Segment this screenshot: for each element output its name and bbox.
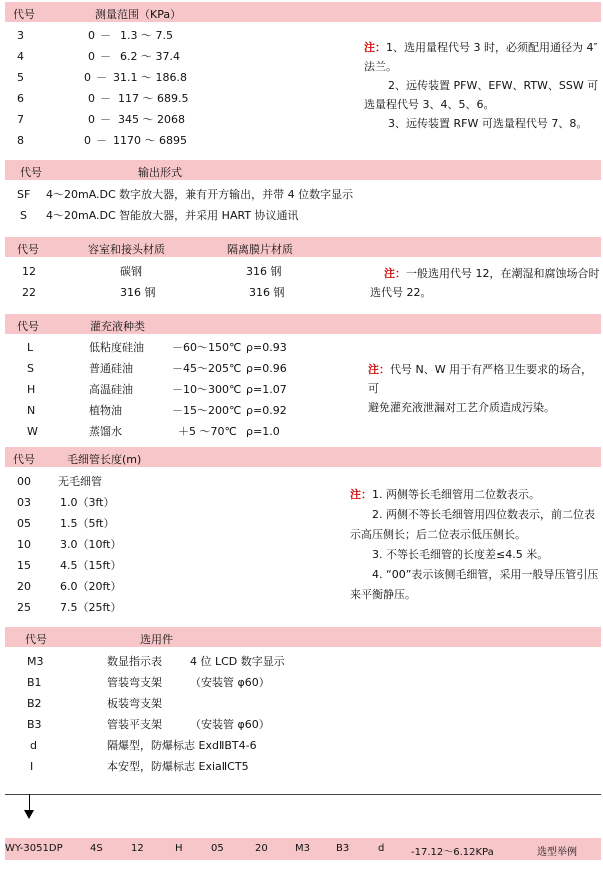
- note-line: 避免灌充液泄漏对工艺介质造成污染。: [368, 401, 555, 414]
- fill-code: H: [27, 383, 36, 396]
- capillary-len: 4.5（15ft）: [60, 559, 122, 572]
- range-sep: －: [96, 134, 107, 147]
- capillary-code: 03: [17, 496, 31, 509]
- output-desc: 4～20mA.DC 智能放大器，并采用 HART 协议通讯: [46, 209, 299, 222]
- capillary-header-code: 代号: [13, 453, 35, 466]
- range-max: 345 ～ 2068: [118, 113, 185, 126]
- fill-temp: －45～205℃: [172, 362, 242, 375]
- model-part: B3: [336, 843, 350, 854]
- capillary-code: 05: [17, 517, 31, 530]
- note-label: 注：: [368, 363, 390, 376]
- note-label: 注：: [364, 41, 386, 54]
- capillary-note: [350, 485, 602, 605]
- range-note: [364, 38, 602, 133]
- range-code: 6: [17, 92, 24, 105]
- capillary-code: 25: [17, 601, 31, 614]
- option-code: I: [30, 760, 34, 773]
- range-code: 7: [17, 113, 24, 126]
- capillary-len: 3.0（10ft）: [60, 538, 122, 551]
- output-desc: 4～20mA.DC 数字放大器，兼有开方输出，并带 4 位数字显示: [46, 188, 354, 201]
- fill-code: N: [27, 404, 36, 417]
- option-name: 数显指示表: [107, 655, 162, 668]
- option-code: M3: [27, 655, 44, 668]
- range-min: 0: [88, 29, 95, 42]
- range-min: 0: [84, 71, 91, 84]
- fill-temp: ＋5 ～70℃: [178, 425, 237, 438]
- fill-name: 蒸馏水: [89, 425, 122, 438]
- model-example-bar: [5, 838, 601, 860]
- option-name: 管装弯支架: [107, 676, 162, 689]
- range-header-code: 代号: [13, 8, 35, 21]
- range-max: 1.3 ～ 7.5: [120, 29, 173, 42]
- fill-code: S: [27, 362, 34, 375]
- range-header: [5, 2, 601, 22]
- material-code: 12: [22, 265, 36, 278]
- note-label: 注：: [350, 488, 372, 501]
- range-header-title: 测量范围（KPa）: [95, 8, 182, 21]
- model-part: H: [175, 843, 183, 854]
- capillary-header-title: 毛细管长度(m): [67, 453, 142, 466]
- model-part: 20: [255, 843, 268, 854]
- material-header: [5, 237, 601, 257]
- capillary-len: 1.0（3ft）: [60, 496, 115, 509]
- model-part: M3: [295, 843, 310, 854]
- range-code: 4: [17, 50, 24, 63]
- down-arrow-icon: [24, 810, 34, 819]
- model-part: 05: [211, 843, 224, 854]
- option-name: 本安型，防爆标志 ExiaⅡCT5: [107, 760, 249, 773]
- range-max: 6.2 ～ 37.4: [120, 50, 180, 63]
- model-part: 选型举例: [537, 847, 577, 858]
- fill-name: 高温硅油: [89, 383, 133, 396]
- material-header-col1: 容室和接头材质: [88, 243, 165, 256]
- capillary-code: 00: [17, 475, 31, 488]
- range-code: 5: [17, 71, 24, 84]
- model-part: WY-3051DP: [5, 843, 63, 854]
- fill-rho: ρ=1.0: [246, 425, 280, 438]
- option-name: 板装弯支架: [107, 697, 162, 710]
- fill-name: 普通硅油: [89, 362, 133, 375]
- note-line: 3. 不等长毛细管的长度差≤4.5 米。: [372, 548, 549, 561]
- material-header-code: 代号: [17, 243, 39, 256]
- capillary-code: 20: [17, 580, 31, 593]
- options-header-code: 代号: [25, 633, 47, 646]
- capillary-len: 7.5（25ft）: [60, 601, 122, 614]
- fill-name: 低粘度硅油: [89, 341, 144, 354]
- model-part: d: [378, 843, 385, 854]
- material-m1: 碳钢: [120, 265, 142, 278]
- note-label: 注：: [384, 267, 406, 280]
- capillary-len: 6.0（20ft）: [60, 580, 122, 593]
- fill-rho: ρ=0.96: [246, 362, 287, 375]
- note-line: 代号 N、W 用于有严格卫生要求的场合，可: [368, 363, 593, 395]
- material-m2: 316 钢: [246, 265, 282, 278]
- range-min: 0: [88, 92, 95, 105]
- fill-rho: ρ=0.93: [246, 341, 287, 354]
- fill-header-code: 代号: [17, 320, 39, 333]
- output-code: S: [20, 209, 27, 222]
- option-code: B3: [27, 718, 42, 731]
- option-extra: 4 位 LCD 数字显示: [190, 655, 285, 668]
- range-max: 1170 ～ 6895: [113, 134, 187, 147]
- range-min: 0: [88, 113, 95, 126]
- fill-temp: －60～150℃: [172, 341, 242, 354]
- capillary-len: 1.5（5ft）: [60, 517, 115, 530]
- option-extra: （安装管 φ60）: [190, 718, 270, 731]
- model-part: -17.12～6.12KPa: [411, 847, 494, 858]
- note-line: 1、选用量程代号 3 时，必须配用通径为 4″法兰。: [364, 41, 598, 73]
- range-sep: －: [100, 29, 111, 42]
- material-note: [370, 264, 602, 302]
- model-part: 4S: [90, 843, 103, 854]
- fill-temp: －15～200℃: [172, 404, 242, 417]
- fill-name: 植物油: [89, 404, 122, 417]
- note-line: 4. “00”表示该侧毛细管，采用一般导压管引压来平衡静压。: [350, 568, 599, 601]
- note-line: 3、远传装置 RFW 可选量程代号 7、8。: [388, 117, 588, 130]
- output-header: [5, 160, 601, 180]
- range-sep: －: [100, 92, 111, 105]
- output-header-title: 输出形式: [138, 166, 182, 179]
- fill-rho: ρ=1.07: [246, 383, 287, 396]
- model-part: 12: [131, 843, 144, 854]
- options-header: [5, 627, 601, 647]
- range-min: 0: [88, 50, 95, 63]
- note-text: 一般选用代号 12，在潮湿和腐蚀场合时选代号 22。: [370, 267, 600, 299]
- fill-note: [368, 360, 602, 417]
- option-extra: （安装管 φ60）: [190, 676, 270, 689]
- option-code: d: [30, 739, 37, 752]
- range-code: 8: [17, 134, 24, 147]
- fill-code: L: [27, 341, 34, 354]
- output-code: SF: [17, 188, 31, 201]
- divider-line: [5, 794, 601, 795]
- capillary-code: 10: [17, 538, 31, 551]
- capillary-header: [5, 447, 601, 467]
- fill-temp: －10～300℃: [172, 383, 242, 396]
- material-m1: 316 钢: [120, 286, 156, 299]
- range-code: 3: [17, 29, 24, 42]
- fill-rho: ρ=0.92: [246, 404, 287, 417]
- range-max: 31.1 ～ 186.8: [113, 71, 187, 84]
- option-name: 管装平支架: [107, 718, 162, 731]
- options-header-title: 选用件: [140, 633, 173, 646]
- material-m2: 316 钢: [249, 286, 285, 299]
- range-sep: －: [100, 50, 111, 63]
- fill-header: [5, 314, 601, 334]
- option-name: 隔爆型，防爆标志 ExdⅡBT4-6: [107, 739, 257, 752]
- option-code: B1: [27, 676, 42, 689]
- material-header-col2: 隔离膜片材质: [227, 243, 293, 256]
- note-line: 2、远传装置 PFW、EFW、RTW、SSW 可选量程代号 3、4、5、6。: [364, 79, 599, 111]
- range-sep: －: [96, 71, 107, 84]
- range-min: 0: [84, 134, 91, 147]
- fill-code: W: [27, 425, 38, 438]
- capillary-len: 无毛细管: [58, 475, 102, 488]
- output-header-code: 代号: [20, 166, 42, 179]
- note-line: 2. 两侧不等长毛细管用四位数表示，前二位表示高压侧长；后二位表示低压侧长。: [350, 508, 595, 541]
- fill-header-title: 灌充液种类: [90, 320, 145, 333]
- material-code: 22: [22, 286, 36, 299]
- option-code: B2: [27, 697, 42, 710]
- range-max: 117 ～ 689.5: [118, 92, 189, 105]
- capillary-code: 15: [17, 559, 31, 572]
- note-line: 1. 两侧等长毛细管用二位数表示。: [372, 488, 540, 501]
- range-sep: －: [100, 113, 111, 126]
